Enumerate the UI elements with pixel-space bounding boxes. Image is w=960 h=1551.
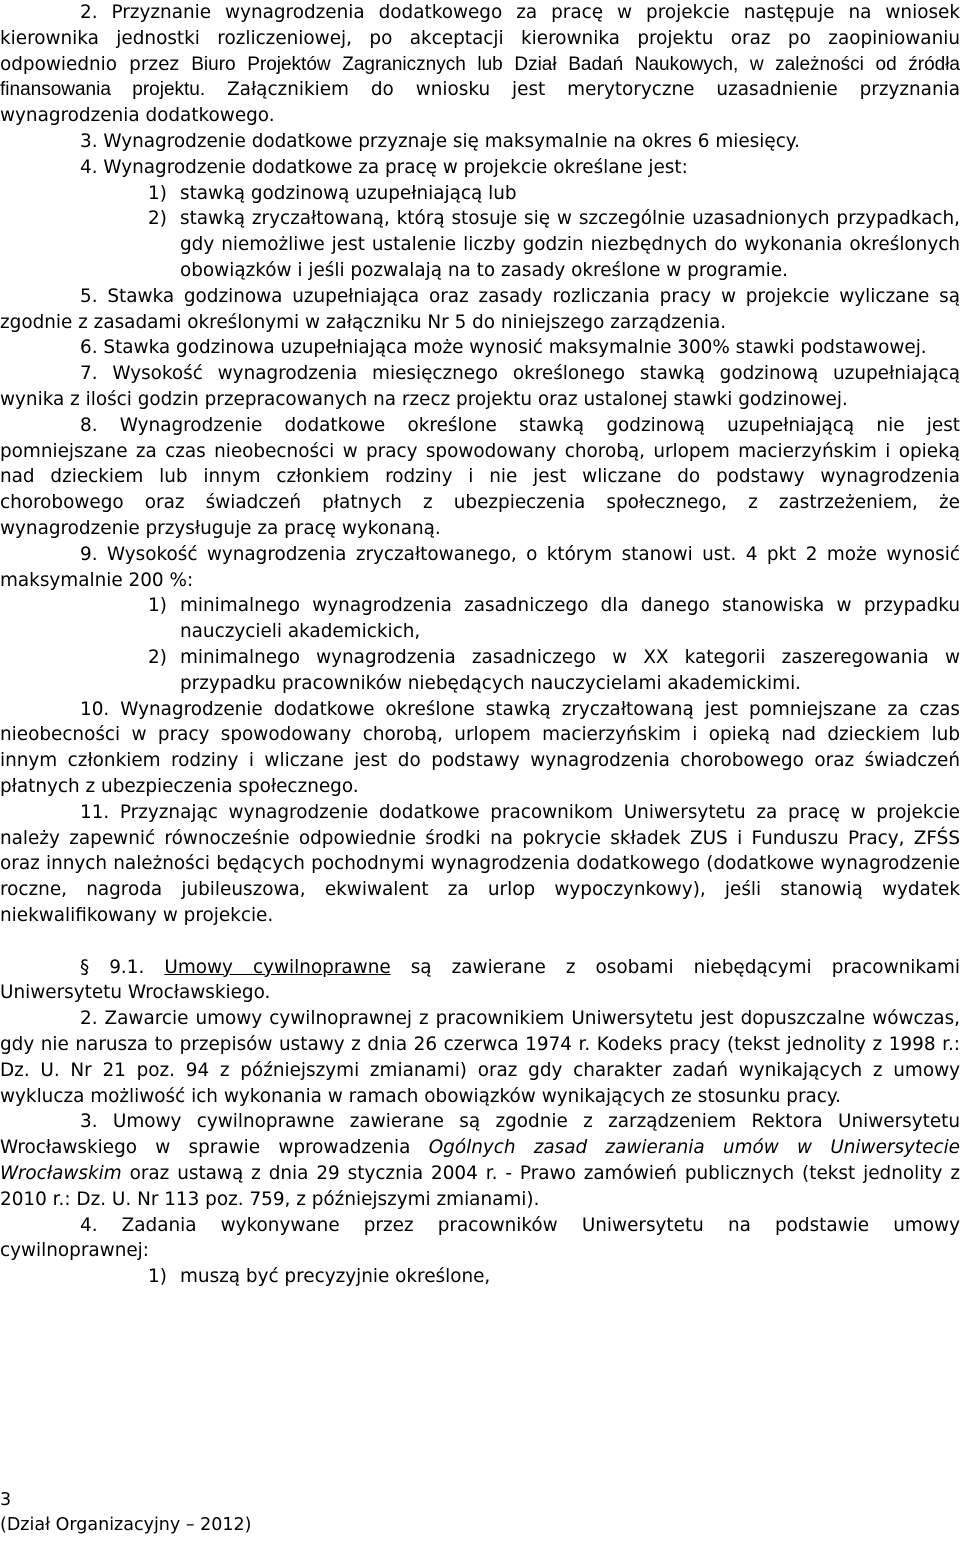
paragraph-2-part3: Załącznikiem do wniosku jest merytoryczne uzasadnienie przyznania wynagrodzenia dodatkowego. xyxy=(0,79,960,127)
item-number: 2) xyxy=(148,646,167,668)
paragraph-9-item-2 xyxy=(0,645,960,697)
item-number: 1) xyxy=(148,182,167,204)
paragraph-11: 11. Przyznając wynagrodzenie dodatkowe pracownikom Uniwersytetu za pracę w projekcie należy zapewnić równocześnie odpowiednie środki na pokrycie składek ZUS i Funduszu Pracy, ZFŚS oraz innych należności będących pochodnymi wynagrodzenia dodatkowego (dodatkowe wynagrodzenie roczne, nagroda jubileuszowa, ekwiwalent za urlop wypoczynkowy), jeśli stanowią wydatek niekwalifikowany w projekcie. xyxy=(0,801,960,926)
item-text: stawką zryczałtowaną, którą stosuje się w szczególnie uzasadnionych przypadkach, gdy niemożliwe jest ustalenie liczby godzin niezbędnych do wykonania określonych obowiązków i jeśli pozwalają na to zasady określone w programie. xyxy=(180,208,960,281)
italic-regulation-title: Ogólnych zasad zawierania umów w Uniwersytecie Wrocławskim xyxy=(0,1137,960,1185)
item-number: 2) xyxy=(148,208,167,230)
section-9-paragraph-4-item-1 xyxy=(0,1264,960,1290)
item-text: minimalnego wynagrodzenia zasadniczego dla danego stanowiska w przypadku nauczycieli akademickich, xyxy=(180,595,960,643)
paragraph-2-part1: 2. Przyznanie wynagrodzenia dodatkowego za pracę w projekcie następuje na wniosek kierownika jednostki rozliczeniowej, po akceptacji kierownika projektu oraz po zaopiniowaniu odpowiednio przez xyxy=(0,2,960,75)
paragraph-2 xyxy=(0,0,960,129)
paragraph-8: 8. Wynagrodzenie dodatkowe określone stawką godzinową uzupełniającą nie jest pomniejszane za czas nieobecności w pracy spowodowany chorobą, urlopem macierzyńskim i opieką nad dzieckiem lub innym członkiem rodziny i nie jest wliczane do podstawy wynagrodzenia chorobowego oraz świadczeń płatnych z ubezpieczenia społecznego, z zastrzeżeniem, że wynagrodzenie przysługuje za pracę wykonaną. xyxy=(0,414,960,539)
paragraph-7: 7. Wysokość wynagrodzenia miesięcznego określonego stawką godzinową uzupełniającą wynika z ilości godzin przepracowanych na rzecz projektu oraz ustalonej stawki godzinowej. xyxy=(0,363,960,410)
paragraph-5: 5. Stawka godzinowa uzupełniająca oraz zasady rozliczania pracy w projekcie wyliczane są zgodnie z zasadami określonymi w załączniku Nr 5 do niniejszego zarządzenia. xyxy=(0,285,960,333)
paragraph-9: 9. Wysokość wynagrodzenia zryczałtowanego, o którym stanowi ust. 4 pkt 2 może wynosić maksymalnie 200 %: xyxy=(0,543,960,591)
section-9-paragraph-3 xyxy=(0,1109,960,1212)
section-number: § 9.1. xyxy=(80,956,145,978)
item-text: minimalnego wynagrodzenia zasadniczego w XX kategorii zaszeregowania w przypadku pracowników niebędących nauczycielami akademickimi. xyxy=(180,646,960,694)
paragraph-2-part2: Biuro Projektów Zagranicznych lub Dział Badań Naukowych, w zależności od źródła finansowania projektu. xyxy=(0,53,960,101)
item-text: stawką godzinową uzupełniającą lub xyxy=(180,182,517,204)
section-9-paragraph-4: 4. Zadania wykonywane przez pracowników Uniwersytetu na podstawie umowy cywilnoprawnej: xyxy=(0,1214,960,1262)
section-9-paragraph-2: 2. Zawarcie umowy cywilnoprawnej z pracownikiem Uniwersytetu jest dopuszczalne wówczas, gdy nie narusza to przepisów ustawy z dnia 26 czerwca 1974 r. Kodeks pracy (tekst jednolity z 1998 r.: Dz. U. Nr 21 poz. 94 z późniejszymi zmianami) oraz gdy charakter zadań wynikających z umowy wyklucza możliwość ich wykonania w ramach obowiązków wynikających ze stosunku pracy. xyxy=(0,1008,960,1107)
paragraph-4-item-1 xyxy=(0,181,960,207)
item-text: muszą być precyzyjnie określone, xyxy=(180,1266,491,1288)
paragraph-3: 3. Wynagrodzenie dodatkowe przyznaje się maksymalnie na okres 6 miesięcy. xyxy=(80,130,800,152)
paragraph-9-item-1 xyxy=(0,593,960,645)
section-9-paragraph-3-part3: oraz ustawą z dnia 29 stycznia 2004 r. - Prawo zamówień publicznych (tekst jednolity z 2010 r.: Dz. U. Nr 113 poz. 759, z późniejszymi zmianami). xyxy=(0,1163,960,1210)
paragraph-4: 4. Wynagrodzenie dodatkowe za pracę w projekcie określane jest: xyxy=(80,156,688,178)
item-number: 1) xyxy=(148,595,167,617)
section-9-paragraph-1-text: są zawierane z osobami niebędącymi pracownikami Uniwersytetu Wrocławskiego. xyxy=(0,956,960,1004)
section-9-paragraph-3-part1: 3. Umowy cywilnoprawne zawierane są zgodnie z zarządzeniem Rektora Uniwersytetu Wrocławskiego w sprawie wprowadzenia xyxy=(0,1111,960,1159)
term-umowy-cywilnoprawne: Umowy cywilnoprawne xyxy=(164,956,391,978)
page-footer xyxy=(0,1488,252,1538)
footer-note: (Dział Organizacyjny – 2012) xyxy=(0,1515,252,1535)
paragraph-6: 6. Stawka godzinowa uzupełniająca może wynosić maksymalnie 300% stawki podstawowej. xyxy=(80,337,927,359)
page-number: 3 xyxy=(0,1490,12,1510)
spacer xyxy=(0,929,960,955)
paragraph-10: 10. Wynagrodzenie dodatkowe określone stawką zryczałtowaną jest pomniejszane za czas nieobecności w pracy spowodowany chorobą, urlopem macierzyńskim i opieką nad dzieckiem lub innym członkiem rodziny i wliczane jest do podstawy wynagrodzenia chorobowego oraz świadczeń płatnych z ubezpieczenia społecznego. xyxy=(0,698,960,797)
paragraph-4-item-2 xyxy=(0,206,960,283)
item-number: 1) xyxy=(148,1266,167,1288)
section-9-paragraph-1 xyxy=(0,955,960,1007)
